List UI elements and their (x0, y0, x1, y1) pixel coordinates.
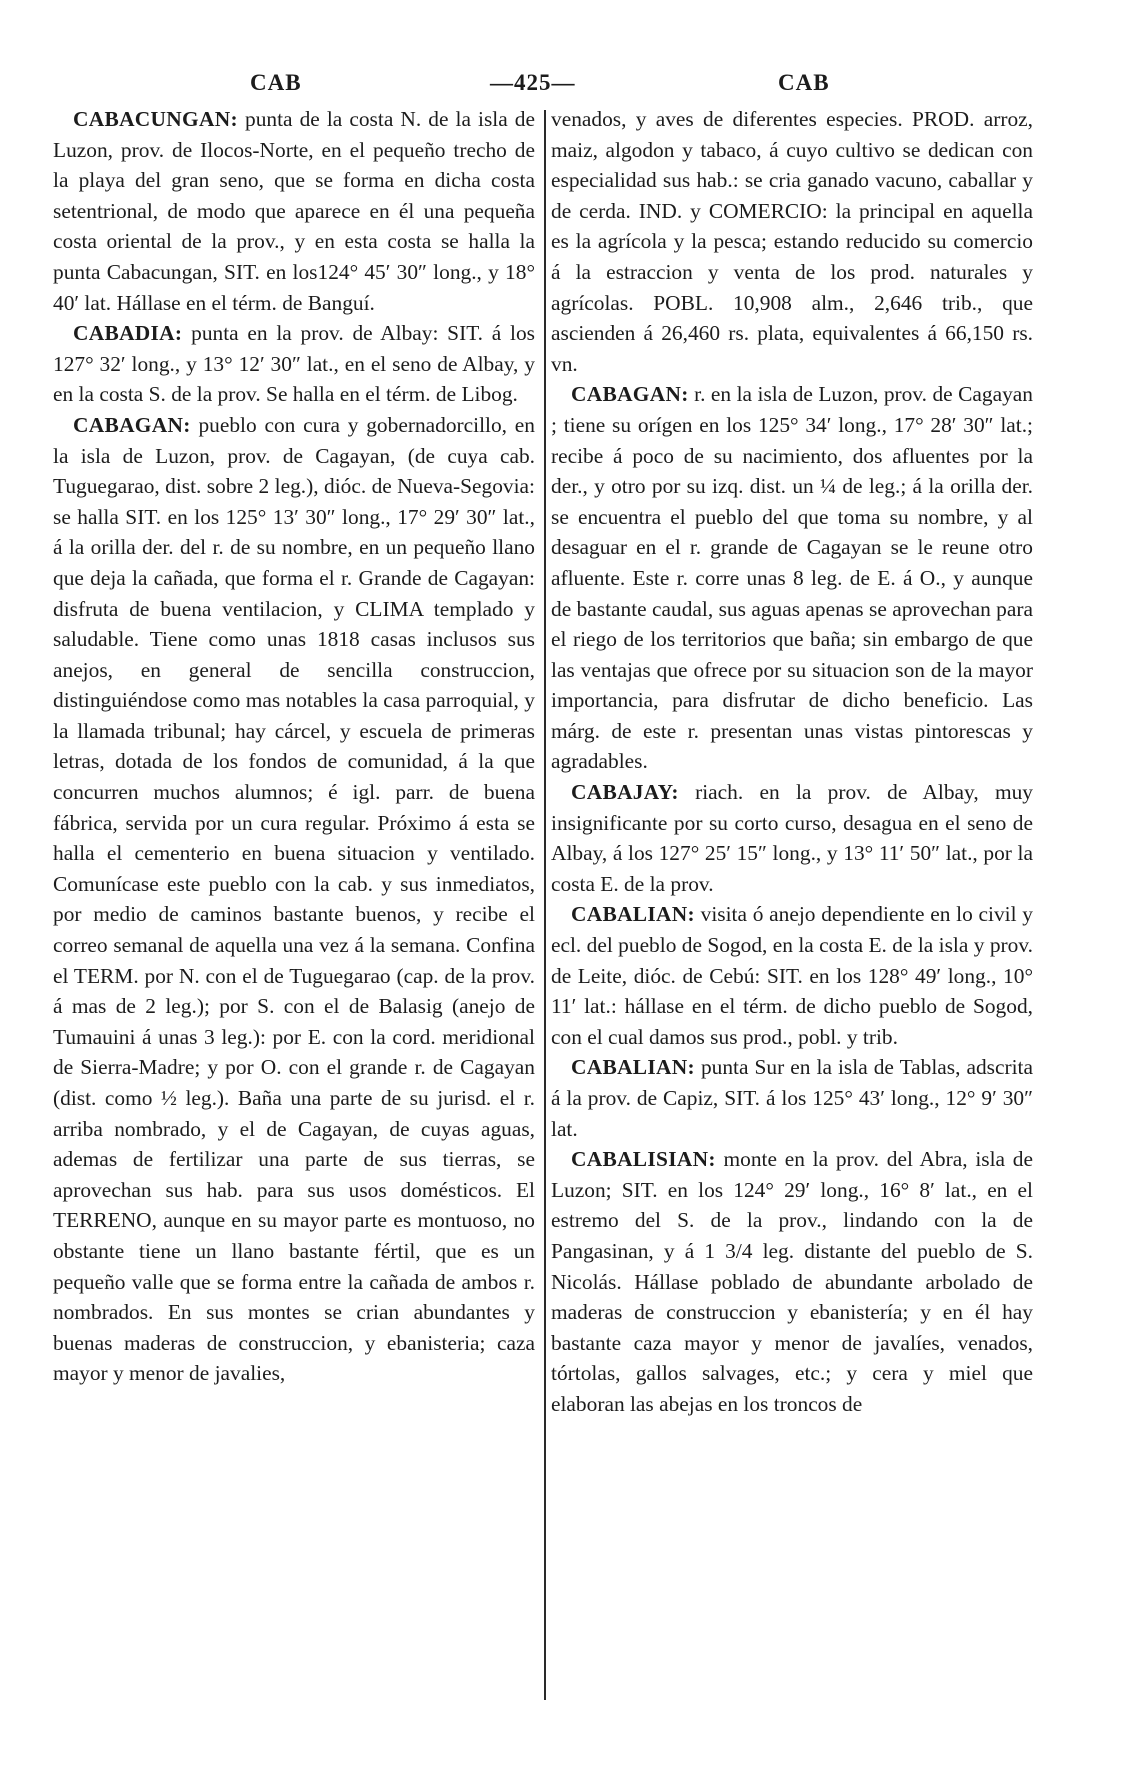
entry-term: CABALIAN: (571, 902, 695, 927)
entry-body: punta de la costa N. de la isla de Luzon, prov. de Ilocos-Norte, en el pequeño trecho de la playa del gran seno, que se forma en dicha costa setentrional, de modo que aparece en él una pequeña costa oriental de la prov., y en esta costa se halla la punta Cabacungan, SIT. en los124° 45′ 30″ long., y 18° 40′ lat. Hállase en el térm. de Banguí. (53, 107, 535, 315)
page-number: —425— (490, 70, 576, 95)
entry-cabagan-pueblo (53, 410, 535, 1389)
column-divider (544, 110, 546, 1700)
entry-term: CABAGAN: (571, 382, 689, 407)
entry-body: venados, y aves de diferentes especies. PROD. arroz, maiz, algodon y tabaco, á cuyo cultivo se dedican con especialidad sus hab.: se cria ganado vacuno, caballar y de cerda. IND. y COMERCIO: la principal en aquella es la agrícola y la pesca; estando reducido su comercio á la estraccion y venta de los prod. naturales y agrícolas. POBL. 10,908 alm., 2,646 trib., que ascienden á 26,460 rs. plata, equivalentes á 66,150 rs. vn. (551, 107, 1033, 376)
entry-body: riach. en la prov. de Albay, muy insignificante por su corto curso, desagua en el seno de Albay, á los 127° 25′ 15″ long., y 13° 11′ 50″ lat., por la costa E. de la prov. (551, 780, 1033, 896)
entry-body: punta en la prov. de Albay: SIT. á los 127° 32′ long., y 13° 12′ 30″ lat., en el seno de Albay, y en la costa S. de la prov. Se halla en el térm. de Libog. (53, 321, 535, 407)
entry-body: pueblo con cura y gobernadorcillo, en la isla de Luzon, prov. de Cagayan, (de cuya cab. Tuguegarao, dist. sobre 2 leg.), dióc. de Nueva-Segovia: se halla SIT. en los 125° 13′ 30″ long., 17° 29′ 30″ lat., á la orilla der. del r. de su nombre, en un pequeño llano que deja la cañada, que forma el r. Grande de Cagayan: disfruta de buena ventilacion, y CLIMA templado y saludable. Tiene como unas 1818 casas inclusos sus anejos, en general de sencilla construccion, distinguiéndose como mas notables la casa parroquial, y la llamada tribunal; hay cárcel, y escuela de primeras letras, dotada de los fondos de comunidad, á la que concurren muchos alumnos; é igl. parr. de buena fábrica, servida por un cura regular. Próximo á esta se halla el cementerio en buena situacion y ventilado. Comunícase este pueblo con la cab. y sus inmediatos, por medio de caminos bastante buenos, y recibe el correo semanal de aquella una vez á la semana. Confina el TERM. por N. con el de Tuguegarao (cap. de la prov. á mas de 2 leg.); por S. con el de Balasig (anejo de Tumauini á unas 3 leg.): por E. con la cord. meridional de Sierra-Madre; y por O. con el grande r. de Cagayan (dist. como ½ leg.). Baña una parte de su jurisd. el r. arriba nombrado, y el de Cagayan, de cuyas aguas, ademas de fertilizar una parte de sus tierras, se aprovechan sus hab. para sus usos domésticos. El TERRENO, aunque en su mayor parte es montuoso, no obstante tiene un llano bastante fértil, que es un pequeño valle que se forma entre la cañada de ambos r. nombrados. En sus montes se crian abundantes y buenas maderas de construccion, y ebanisteria; caza mayor y menor de javalies, (53, 412, 535, 1386)
entry-body: punta Sur en la isla de Tablas, adscrita á la prov. de Capiz, SIT. á los 125° 43′ long., 12° 9′ 30″ lat. (551, 1055, 1033, 1141)
entry-cabalian-punta (551, 1052, 1033, 1144)
entry-term: CABAGAN: (73, 412, 191, 437)
header-right-guideword: CAB (778, 70, 830, 95)
entry-cabalisian (551, 1144, 1033, 1419)
entry-term: CABACUNGAN: (73, 107, 238, 131)
entry-term: CABALISIAN: (571, 1147, 716, 1172)
running-header (0, 70, 1125, 104)
entry-term: CABAJAY: (571, 780, 679, 805)
entry-cabajay (551, 777, 1033, 899)
right-column (551, 104, 1033, 1744)
header-left-guideword: CAB (250, 70, 302, 95)
entry-cabalian-visita (551, 899, 1033, 1052)
entry-body: r. en la isla de Luzon, prov. de Cagayan ; tiene su orígen en los 125° 34′ long., 17° 28′ 30″ lat.; recibe á poco de su nacimiento, dos afluentes por la der., y otro por su izq. dist. un ¼ de leg.; á la orilla der. se encuentra el pueblo del que toma su nombre, y al desaguar en el r. grande de Cagayan se le reune otro afluente. Este r. corre unas 8 leg. de E. á O., y aunque de bastante caudal, sus aguas apenas se aprovechan para el riego de los territorios que baña; sin embargo de que las ventajas que ofrece por su situacion son de la mayor importancia, para disfrutar de dicho beneficio. Las márg. de este r. presentan unas vistas pintorescas y agradables. (551, 382, 1033, 774)
entry-body: visita ó anejo dependiente en lo civil y ecl. del pueblo de Sogod, en la costa E. de la isla y prov. de Leite, dióc. de Cebú: SIT. en los 128° 49′ long., 10° 11′ lat.: hállase en el térm. de dicho pueblo de Sogod, con el cual damos sus prod., pobl. y trib. (551, 902, 1033, 1049)
entry-body: monte en la prov. del Abra, isla de Luzon; SIT. en los 124° 29′ long., 16° 8′ lat., en el estremo del S. de la prov., lindando con la de Pangasinan, y á 1 3/4 leg. distante del pueblo de S. Nicolás. Hállase poblado de abundante arbolado de maderas de construccion y ebanistería; y en él hay bastante caza mayor y menor de javalíes, venados, tórtolas, gallos salvages, etc.; y cera y miel que elaboran las abejas en los troncos de (551, 1147, 1033, 1416)
entry-term: CABADIA: (73, 321, 183, 346)
entry-cabacungan (53, 104, 535, 318)
entry-cabagan-river (551, 379, 1033, 777)
left-column (53, 104, 535, 1744)
entry-cabadia (53, 318, 535, 410)
entry-cabagan-continued (551, 104, 1033, 379)
entry-term: CABALIAN: (571, 1055, 695, 1080)
